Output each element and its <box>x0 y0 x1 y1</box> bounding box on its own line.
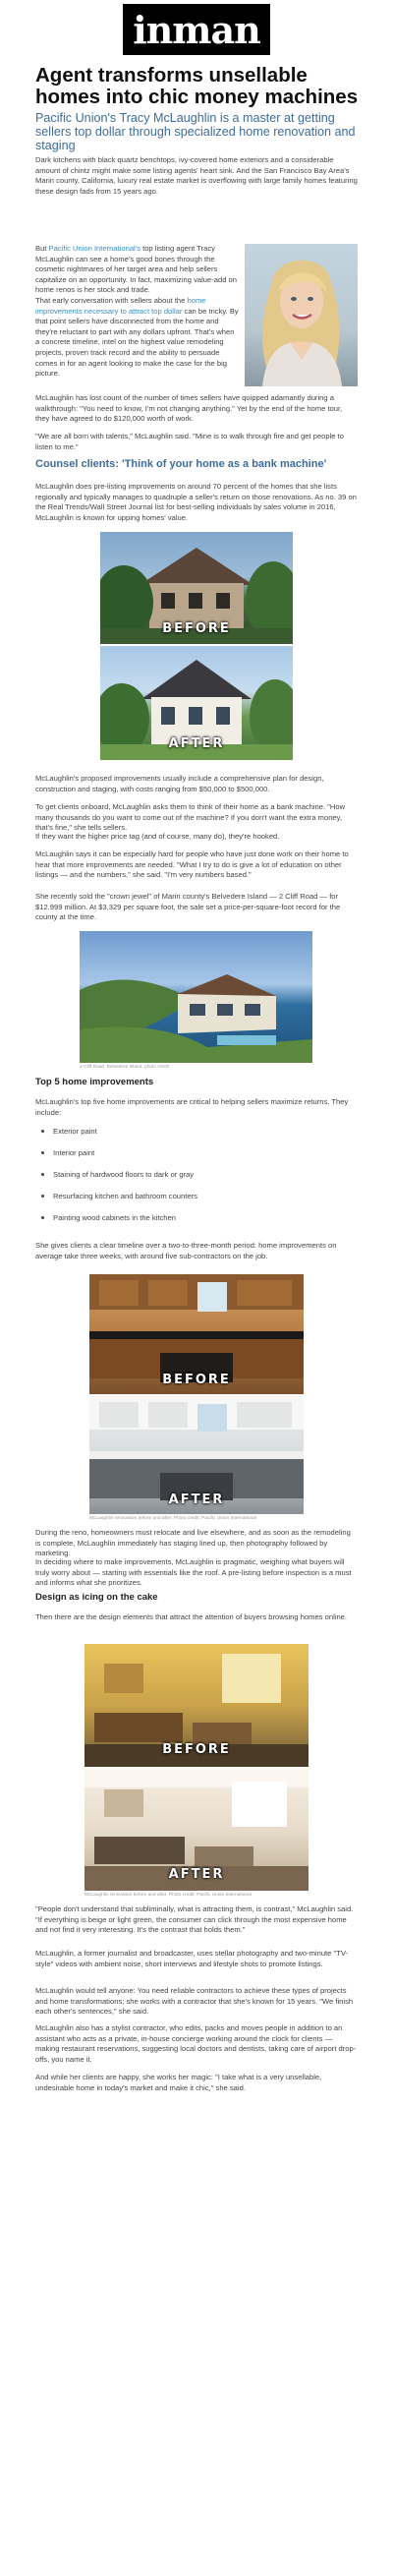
list-item: Resurfacing kitchen and bathroom counters <box>35 1191 330 1212</box>
paragraph-bank-machine: To get clients onboard, McLaughlin asks them to think of their home as a bank machine. "How many thousands do you want to come out of the machine? If you don't want the extra money, that's fine," she tells sellers. <box>35 802 346 833</box>
paragraph-crown-jewel: She recently sold the "crown jewel" of Marin county's Belvedere Island — 2 Cliff Road — for $12.999 million. At $3,329 per square foot, the sale set a price-per-square-foot record for the county at the time. <box>35 892 341 922</box>
paragraph-pre-listing: McLaughlin does pre-listing improvements on around 70 percent of the homes that she lists regionally and typically manages to quadruple a seller's return on those renovations. As no. 39 on the Real Trends/Wall Street Journal list for best-selling individuals by sales volume in 2016, McLaughlin is known for upping homes' value. <box>35 482 357 522</box>
paragraph-contractors: McLaughlin would tell anyone: You need reliable contractors to achieve these types of projects and home transformations; she works with a contractor that she's known for 15 years. "We finish each other's sentences," she said. <box>35 1986 354 2017</box>
paragraph-timeline: She gives clients a clear timeline over a two-to-three-month period: home improvements on average take three weeks, with around five sub-contractors on the job. <box>35 1241 337 1260</box>
article-subtitle: Pacific Union's Tracy McLaughlin is a master at getting sellers top dollar through specialized home renovation and staging <box>35 111 356 152</box>
living-caption: McLaughlin renovation before and after. Photo credit: Pacific Union International <box>84 1893 252 1898</box>
cliff-road-illustration <box>80 931 312 1063</box>
article-title: Agent transforms unsellable homes into chic money machines <box>35 64 359 108</box>
masthead <box>0 0 393 61</box>
cliff-road-photo <box>80 931 312 1063</box>
before-label: BEFORE <box>162 1742 231 1757</box>
paragraph-education: McLaughlin says it can be especially hard for people who have just done work on their home to hear that more improvements are needed. "What I try to do is give a lot of education on other listings — and the numbers," she said. "I'm very numbers based." <box>35 849 349 880</box>
paragraph-chic: And while her clients are happy, she works her magic: "I take what is a very unsellable, undesirable home in today's market and make it chic," she said. <box>35 2073 322 2092</box>
link-pacific-union[interactable]: Pacific Union International's <box>48 244 140 253</box>
inman-logo[interactable]: inman <box>123 4 270 55</box>
portrait-illustration <box>245 244 358 386</box>
exterior-after-photo <box>100 646 293 760</box>
paragraph-talents: "We are all born with talents," McLaughlin said. "Mine is to walk through fire and get people to listen to me." <box>35 432 344 451</box>
kitchen-caption: McLaughlin renovation before and after. Photo credit: Pacific Union International <box>89 1516 256 1521</box>
paragraph-hooked: If they want the higher price tag (and of course, many do), they're hooked. <box>35 832 280 841</box>
kitchen-after-photo <box>89 1396 304 1514</box>
paragraph-walkthrough: McLaughlin has lost count of the number of times sellers have quipped adamantly during a walkthrough: "You need to know, I'm not changing anything." Yet by the end of the home tour, they have agreed to do $120,000 worth of work. <box>35 393 343 424</box>
heading-top5: Top 5 home improvements <box>35 1077 154 1087</box>
list-item: Painting wood cabinets in the kitchen <box>35 1212 330 1234</box>
living-before-photo <box>84 1644 309 1767</box>
paragraph-intro: Dark kitchens with black quartz benchtops, ivy-covered home exteriors and a considerable amount of chintz might make some listing agents' heart sink. And the San Francisco Bay Area's Marin county, California, luxury real estate market is overflowing with large family homes featuring these design fads from 15 years ago. <box>35 155 358 196</box>
top5-list <box>35 1126 330 1234</box>
heading-design: Design as icing on the cake <box>35 1592 158 1603</box>
list-item: Exterior paint <box>35 1126 330 1147</box>
living-after-photo <box>84 1768 309 1891</box>
list-item: Interior paint <box>35 1147 330 1169</box>
exterior-before-photo <box>100 532 293 644</box>
kitchen-before-photo <box>89 1274 304 1394</box>
paragraph-reno-relocation: During the reno, homeowners must relocate and live elsewhere, and as soon as the remodeling is complete, McLaughlin immediately has staging lined up, then photography followed by marketing. <box>35 1528 351 1558</box>
heading-counsel-clients: Counsel clients: 'Think of your home as a bank machine' <box>35 458 327 470</box>
paragraph-top5-intro: McLaughlin's top five home improvements are critical to helping sellers maximize returns. They include: <box>35 1097 349 1117</box>
paragraph-agent-intro: But Pacific Union International's top listing agent Tracy McLaughlin can see a home's good bones through the cosmetic nightmares of her target area and help sellers capitalize on an opportunity. In fact, maximizing value-add on home renos is her stock and trade. <box>35 244 238 295</box>
agent-portrait <box>245 244 358 386</box>
after-label: AFTER <box>168 736 225 751</box>
paragraph-proposed-improvements: McLaughlin's proposed improvements usually include a comprehensive plan for design, construction and staging, with costs ranging from $50,000 to $500,000. <box>35 774 324 793</box>
list-item: Staining of hardwood floors to dark or gray <box>35 1169 330 1191</box>
before-label: BEFORE <box>162 1373 231 1387</box>
link-home-improvements[interactable]: home improvements necessary to attract top dollar <box>35 296 206 316</box>
paragraph-contrast: "People don't understand that subliminally, what is attracting them, is contrast," McLaughlin said. "If everything is beige or light green, the consumer can click through the most expensive home and not find it very interesting. It's the contrast that holds them." <box>35 1904 354 1935</box>
before-label: BEFORE <box>162 621 231 636</box>
paragraph-photography-video: McLaughlin, a former journalist and broadcaster, uses stellar photography and two-minute "TV-style" videos with ambient noise, short interviews and lifestyle shots to promote listings. <box>35 1949 349 1968</box>
paragraph-design-elements: Then there are the design elements that attract the attention of buyers browsing homes online. <box>35 1612 348 1621</box>
after-label: AFTER <box>168 1493 225 1507</box>
cliff-road-caption: 2 Cliff Road, Belvedere Island, photo credit <box>80 1065 170 1070</box>
paragraph-stylist: McLaughlin also has a stylist contractor, who edits, packs and moves people in addition to an assistant who acts as a private, in-house concierge working around the clock for clients — making restaurant reservations, suggesting local doctors and dentists, taking care of airport drop-offs, you name it. <box>35 2023 357 2064</box>
paragraph-pragmatic: In deciding where to make improvements, McLaughlin is pragmatic, weighing what buyers will truly worry about — starting with essentials like the roof. A pre-listing before inspection is a must and informs what she prioritizes. <box>35 1557 352 1588</box>
paragraph-early-conversation: That early conversation with sellers about the home improvements necessary to attract top dollar can be tricky. By that point sellers have disconnected from the home and they're reluctant to part with any dollars upfront. That's when a concrete timeline, intel on the highest value remodeling projects, proven track record and the ability to persuade comes in for an agent looking to make the case for the big picture. <box>35 296 239 379</box>
after-label: AFTER <box>168 1867 225 1882</box>
